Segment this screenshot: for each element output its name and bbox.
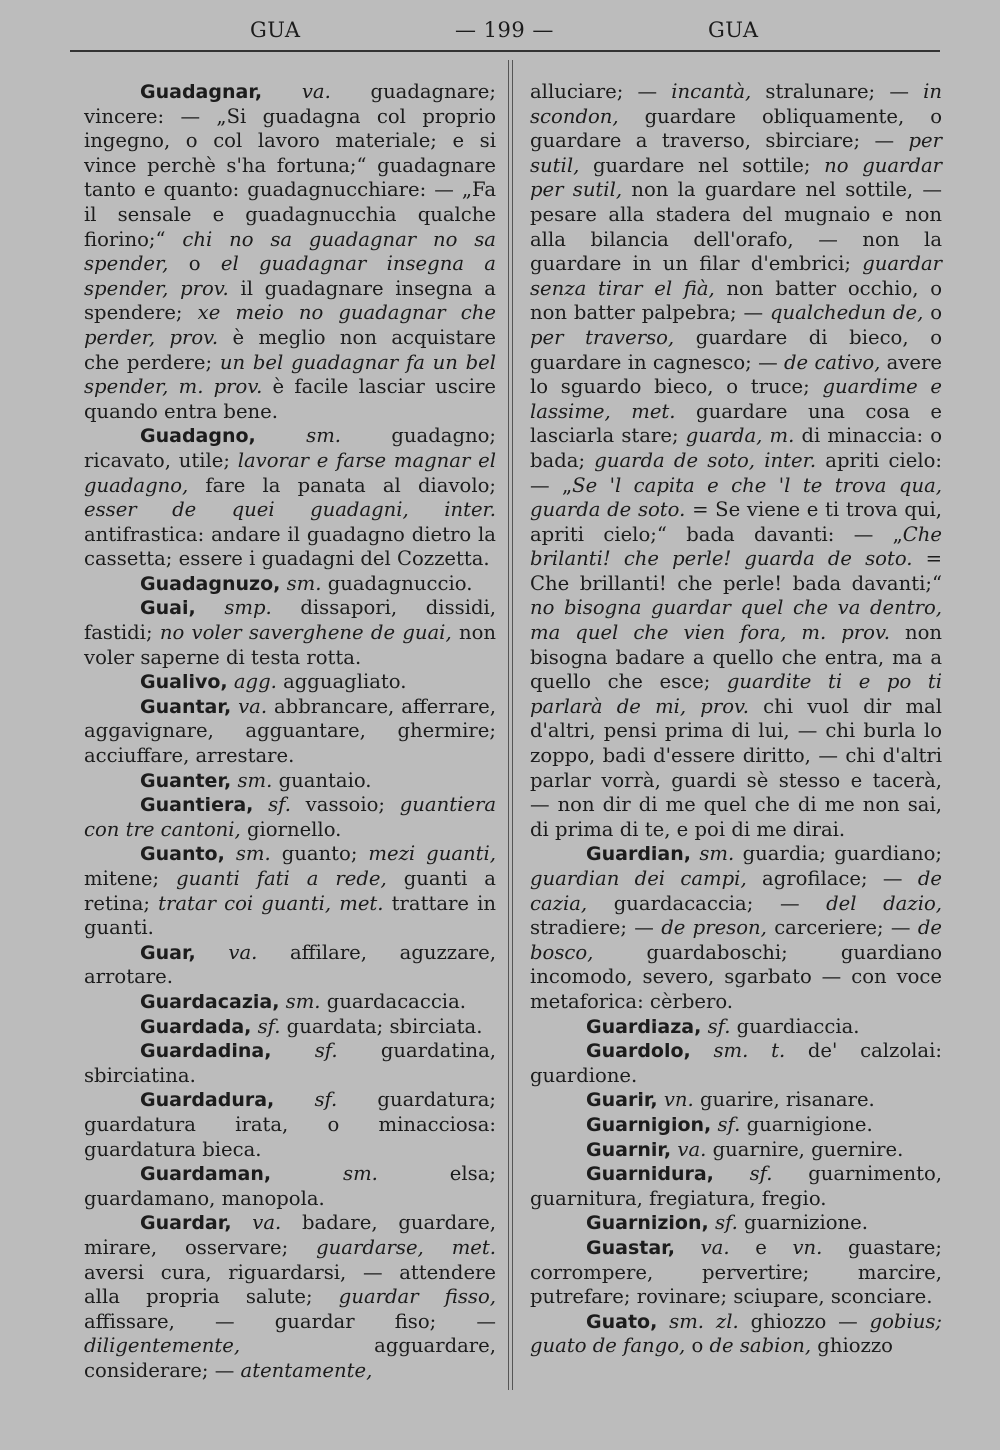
entry-text xyxy=(271,1039,314,1062)
dictionary-entry xyxy=(84,1015,496,1040)
italic-phrase: sm. xyxy=(306,424,342,448)
headword: Guastar, xyxy=(586,1236,675,1259)
italic-phrase: va. xyxy=(700,1235,730,1259)
entry-text: o xyxy=(923,301,942,325)
headword: Guarnizion, xyxy=(586,1212,709,1235)
dictionary-entry xyxy=(84,1211,496,1383)
italic-phrase: sm. xyxy=(699,842,735,866)
entry-text: ghiozzo xyxy=(811,1334,893,1358)
italic-phrase: no bisogna guardar quel che va dentro, ma quel che vien fora, m. prov. xyxy=(530,596,942,645)
italic-phrase: sm. t. xyxy=(713,1039,786,1063)
entry-text: alluciare; — xyxy=(530,80,672,103)
dictionary-entry xyxy=(84,793,496,842)
italic-phrase: in scondon, xyxy=(530,80,942,128)
dictionary-entry xyxy=(530,1310,942,1359)
italic-phrase: de preson, xyxy=(661,916,767,940)
header-rule xyxy=(70,50,940,52)
entry-text: agguagliato. xyxy=(276,670,407,694)
headword: Guantar, xyxy=(140,695,232,718)
entry-text: badare, guardare, mirare, osservare; xyxy=(84,1211,496,1259)
headword: Guarir, xyxy=(586,1089,658,1112)
entry-text: guarnizione. xyxy=(737,1211,868,1235)
entry-text: giornello. xyxy=(240,817,342,841)
italic-phrase: de cativo, xyxy=(784,350,881,374)
dictionary-entry xyxy=(84,769,496,794)
italic-phrase: de cazia, xyxy=(530,867,942,915)
entry-text xyxy=(714,1162,750,1185)
entry-text: guardare di bieco, o guardare in cagnesco; — xyxy=(530,325,942,374)
dictionary-entry xyxy=(84,596,496,670)
italic-phrase: tratar coi guanti, met. xyxy=(158,891,384,915)
entry-text: carceriere; — xyxy=(766,916,918,940)
dictionary-entry xyxy=(84,1039,496,1088)
headword: Guardadura, xyxy=(140,1089,275,1112)
italic-phrase: incantà, xyxy=(671,80,752,103)
italic-phrase: del dazio, xyxy=(826,891,942,915)
italic-phrase: smp. xyxy=(224,596,272,620)
header-left: GUA xyxy=(250,18,301,42)
dictionary-entry xyxy=(530,80,942,842)
italic-phrase: sm. xyxy=(235,842,271,866)
entry-text: guardare nel sottile; xyxy=(579,153,825,177)
dictionary-entry xyxy=(84,842,496,940)
headword: Guardada, xyxy=(140,1015,252,1038)
entry-text: chi vuol dir mal d'altri, pensi prima di lui, — chi burla lo zoppo, badi d'essere diritto, — chi d'altri parlar vorrà, guardi sè stesso e tacerà, — non dir di me quel che di me non sai, di prima di te, e poi di me dirai. xyxy=(530,694,942,841)
italic-phrase: guardian dei campi, xyxy=(530,867,747,890)
headword: Guarnigion, xyxy=(586,1113,712,1136)
dictionary-entry xyxy=(530,842,942,1014)
page-number: — 199 — xyxy=(455,18,554,42)
dictionary-entry xyxy=(84,990,496,1015)
entry-text: ghiozzo — xyxy=(738,1309,870,1333)
entry-text: agguardare, considerare; — xyxy=(84,1334,496,1382)
entry-text: guadagno; ricavato, utile; xyxy=(84,424,497,472)
entry-text: guardatura; guardatura irata, o minacciosa: guardatura bieca. xyxy=(84,1088,497,1161)
italic-phrase: guarda, m. xyxy=(685,424,795,448)
italic-phrase: sf. xyxy=(314,1039,338,1063)
italic-phrase: de sabion, xyxy=(709,1334,812,1358)
entry-text: guarnire, guernire. xyxy=(706,1137,904,1161)
headword: Guai, xyxy=(140,597,196,620)
entry-text: guadagnuccio. xyxy=(321,571,473,595)
entry-text: trattare in guanti. xyxy=(84,891,496,940)
entry-text: = Se viene e ti trova qui, apriti cielo;“ bada davanti: — „ xyxy=(530,498,942,546)
headword: Guardadina, xyxy=(140,1040,272,1063)
headword: Guardaman, xyxy=(140,1163,272,1186)
entry-text: elsa; guardamano, manopola. xyxy=(84,1162,496,1210)
entry-text xyxy=(675,1236,701,1259)
italic-phrase: mezi guanti, xyxy=(368,842,497,866)
entry-text: guardacaccia; — xyxy=(587,891,827,915)
entry-text: guarnigione. xyxy=(740,1112,873,1136)
italic-phrase: va. xyxy=(252,1211,282,1235)
entry-text xyxy=(691,1039,714,1062)
entry-text: guardatina, sbirciatina. xyxy=(84,1039,496,1087)
dictionary-entry xyxy=(530,1039,942,1088)
italic-phrase: gobius; guato de fango, xyxy=(530,1309,942,1358)
italic-phrase: Che brilanti! che perle! guarda de soto. xyxy=(530,522,942,571)
dictionary-entry xyxy=(530,1236,942,1310)
entry-text xyxy=(196,596,225,619)
italic-phrase: guardite ti e po ti parlarà de mi, prov. xyxy=(530,670,942,718)
italic-phrase: sm. xyxy=(237,768,273,792)
italic-phrase: guardar fisso, xyxy=(338,1285,496,1309)
italic-phrase: no guardar per sutil, xyxy=(530,153,942,202)
entry-text: guarire, risanare. xyxy=(693,1088,875,1112)
italic-phrase: sf. xyxy=(749,1162,773,1186)
entry-text xyxy=(271,1162,343,1185)
italic-phrase: sm. xyxy=(286,571,322,595)
dictionary-entry xyxy=(530,1015,942,1040)
entry-text: non voler saperne di testa rotta. xyxy=(84,621,497,669)
entry-text: de' calzolai: guardione. xyxy=(530,1039,942,1087)
entry-text: avere lo sguardo bieco, o truce; xyxy=(530,350,942,399)
italic-phrase: guardarse, met. xyxy=(316,1235,496,1259)
italic-phrase: va. xyxy=(238,694,268,718)
dictionary-entry xyxy=(530,1138,942,1163)
italic-phrase: esser de quei guadagni, inter. xyxy=(84,498,496,522)
italic-phrase: lavorar e farse magnar el guadagno, xyxy=(84,448,496,497)
italic-phrase: per traverso, xyxy=(530,325,675,349)
headword: Guanter, xyxy=(140,769,232,792)
italic-phrase: atentamente, xyxy=(240,1358,373,1382)
italic-phrase: guanti fati a rede, xyxy=(176,867,387,890)
entry-text: guardiaccia. xyxy=(730,1014,860,1038)
entry-text: o xyxy=(685,1334,710,1358)
entry-text: apriti cielo: — „ xyxy=(530,448,942,497)
headword: Guadagnar, xyxy=(140,81,263,103)
headword: Guarnir, xyxy=(586,1138,672,1161)
entry-text: stralunare; — xyxy=(751,80,924,103)
right-column xyxy=(530,80,942,1359)
entry-text: non la guardare nel sottile, — pesare alla stadera del mugnaio e non alla bilancia dell'orafo, — non la guardare in un filar d'embrici; xyxy=(530,178,943,276)
entry-text xyxy=(253,793,268,816)
entry-text: guantaio. xyxy=(272,768,372,792)
entry-text: è facile lasciar uscire quando entra bene. xyxy=(84,375,496,423)
dictionary-entry xyxy=(84,424,496,572)
italic-phrase: sf. xyxy=(314,1088,338,1112)
italic-phrase: chi no sa guadagnar no sa spender, xyxy=(84,227,496,276)
entry-text: guardare obliquamente, o guardare a traverso, sbirciare; — xyxy=(530,104,942,153)
headword: Guato, xyxy=(586,1310,658,1333)
entry-text: = Che brillanti! che perle! bada davanti;“ xyxy=(530,547,942,595)
entry-text: antifrastica: andare il guadagno dietro la cassetta; essere i guadagni del Cozzetta. xyxy=(84,522,496,571)
headword: Guanto, xyxy=(140,843,225,866)
italic-phrase: diligentemente, xyxy=(84,1334,241,1358)
dictionary-entry xyxy=(530,1162,942,1211)
entry-text: guadagnare; vincere: — „Si guadagna col proprio ingegno, o col lavoro materiale; e si vince perchè s'ha fortuna;“ guadagnare tanto e quanto: guadagnucchiare: — „Fa il sensale e guadagnucchia qualche fiorino;“ xyxy=(84,80,496,251)
dictionary-entry xyxy=(530,1211,942,1236)
dictionary-entry xyxy=(84,941,496,990)
entry-text: aversi cura, riguardarsi, — attendere alla propria salute; xyxy=(84,1260,496,1309)
dictionary-entry xyxy=(84,695,496,769)
headword: Guardiaza, xyxy=(586,1015,702,1038)
entry-text: guanti a retina; xyxy=(84,867,496,915)
entry-text: agrofilace; — xyxy=(746,867,918,890)
dictionary-entry xyxy=(84,80,496,424)
entry-text: il guadagnare insegna a spendere; xyxy=(84,276,496,325)
italic-phrase: sm. zl. xyxy=(669,1309,739,1333)
entry-text xyxy=(232,1211,253,1234)
entry-text xyxy=(256,424,306,447)
entry-text: dissapori, dissidi, fastidi; xyxy=(84,596,496,645)
italic-phrase: sf. xyxy=(257,1014,281,1038)
italic-phrase: el guadagnar insegna a spender, prov. xyxy=(84,252,496,300)
headword: Guarnidura, xyxy=(586,1163,714,1186)
entry-text: stradiere; — xyxy=(530,916,662,940)
italic-phrase: guardime e lassime, met. xyxy=(530,375,942,423)
headword: Guardar, xyxy=(140,1212,232,1235)
italic-phrase: sm. xyxy=(343,1162,378,1186)
entry-text: abbrancare, afferrare, aggavignare, agguantare, ghermire; acciuffare, arrestare. xyxy=(84,694,496,768)
italic-phrase: xe meio no guadagnar che perder, prov. xyxy=(84,301,496,349)
entry-text: guardacaccia. xyxy=(320,989,466,1013)
dictionary-entry xyxy=(84,572,496,597)
dictionary-entry xyxy=(84,1088,496,1162)
headword: Guadagno, xyxy=(140,425,256,448)
italic-phrase: sf. xyxy=(714,1211,738,1235)
entry-text: guastare; corrompere, pervertire; marcire, putrefare; rovinare; sciupare, sconciare. xyxy=(530,1235,943,1309)
entry-text: fare la panata al diavolo; xyxy=(188,473,496,497)
column-divider xyxy=(508,60,513,1390)
entry-text xyxy=(196,941,229,964)
italic-phrase: per sutil, xyxy=(530,129,942,177)
italic-phrase: de bosco, xyxy=(530,916,942,964)
entry-text xyxy=(274,1088,314,1111)
italic-phrase: Se 'l capita e che 'l te trova qua, guarda de soto. xyxy=(530,473,942,522)
headword: Guadagnuzo, xyxy=(140,572,281,595)
dictionary-entry xyxy=(530,1088,942,1113)
italic-phrase: vn. xyxy=(663,1088,694,1112)
italic-phrase: no voler saverghene de guai, xyxy=(159,621,452,645)
dictionary-entry xyxy=(530,1113,942,1138)
entry-text: affilare, aguzzare, arrotare. xyxy=(84,940,497,989)
entry-text: affissare, — guardar fiso; — xyxy=(84,1309,496,1333)
entry-text: mitene; xyxy=(84,867,177,890)
italic-phrase: sf. xyxy=(268,793,291,817)
italic-phrase: sf. xyxy=(707,1014,731,1038)
headword: Guantiera, xyxy=(140,794,254,817)
headword: Guardolo, xyxy=(586,1040,691,1063)
entry-text: vassoio; xyxy=(290,793,400,817)
entry-text xyxy=(262,80,302,103)
headword: Guardian, xyxy=(586,843,691,866)
italic-phrase: sf. xyxy=(717,1112,741,1136)
headword: Gualivo, xyxy=(140,671,228,694)
entry-text: guardia; guardiano; xyxy=(734,842,942,866)
italic-phrase: sm. xyxy=(285,989,321,1013)
headword: Guardacazia, xyxy=(140,990,280,1013)
headword: Guar, xyxy=(140,941,196,964)
italic-phrase: un bel guadagnar fa un bel spender, m. prov. xyxy=(84,350,496,399)
dictionary-entry xyxy=(84,670,496,695)
italic-phrase: va. xyxy=(301,80,331,103)
running-head xyxy=(70,18,940,50)
left-column xyxy=(84,80,496,1383)
italic-phrase: guarda de soto, inter. xyxy=(594,448,817,472)
entry-text: e xyxy=(729,1235,793,1259)
entry-text xyxy=(657,1310,669,1333)
italic-phrase: guardar senza tirar el fià, xyxy=(530,252,942,300)
entry-text: guanto; xyxy=(270,842,369,866)
italic-phrase: qualchedun de, xyxy=(769,301,924,325)
italic-phrase: agg. xyxy=(233,670,277,694)
entry-text: non bisogna badare a quello che entra, ma a quello che esce; xyxy=(530,621,942,694)
entry-text: o xyxy=(168,252,221,276)
italic-phrase: vn. xyxy=(792,1235,823,1259)
entry-text: è meglio non acquistare che perdere; xyxy=(84,325,496,374)
italic-phrase: guantiera con tre cantoni, xyxy=(84,793,496,841)
entry-text: di minaccia: o bada; xyxy=(530,424,943,472)
entry-text xyxy=(225,842,236,865)
header-right: GUA xyxy=(708,18,759,42)
entry-text: non batter occhio, o non batter palpebra; — xyxy=(530,276,942,325)
entry-text: guardare una cosa e lasciarla stare; xyxy=(530,399,943,448)
italic-phrase: va. xyxy=(677,1137,707,1161)
entry-text: guardata; sbirciata. xyxy=(280,1014,483,1038)
italic-phrase: va. xyxy=(228,940,258,964)
entry-text: guarnimento, guarnitura, fregiatura, fregio. xyxy=(530,1162,942,1210)
entry-text: guardaboschi; guardiano incomodo, severo, sgarbato — con voce metaforica: cèrbero. xyxy=(530,940,942,1013)
dictionary-entry xyxy=(84,1162,496,1211)
